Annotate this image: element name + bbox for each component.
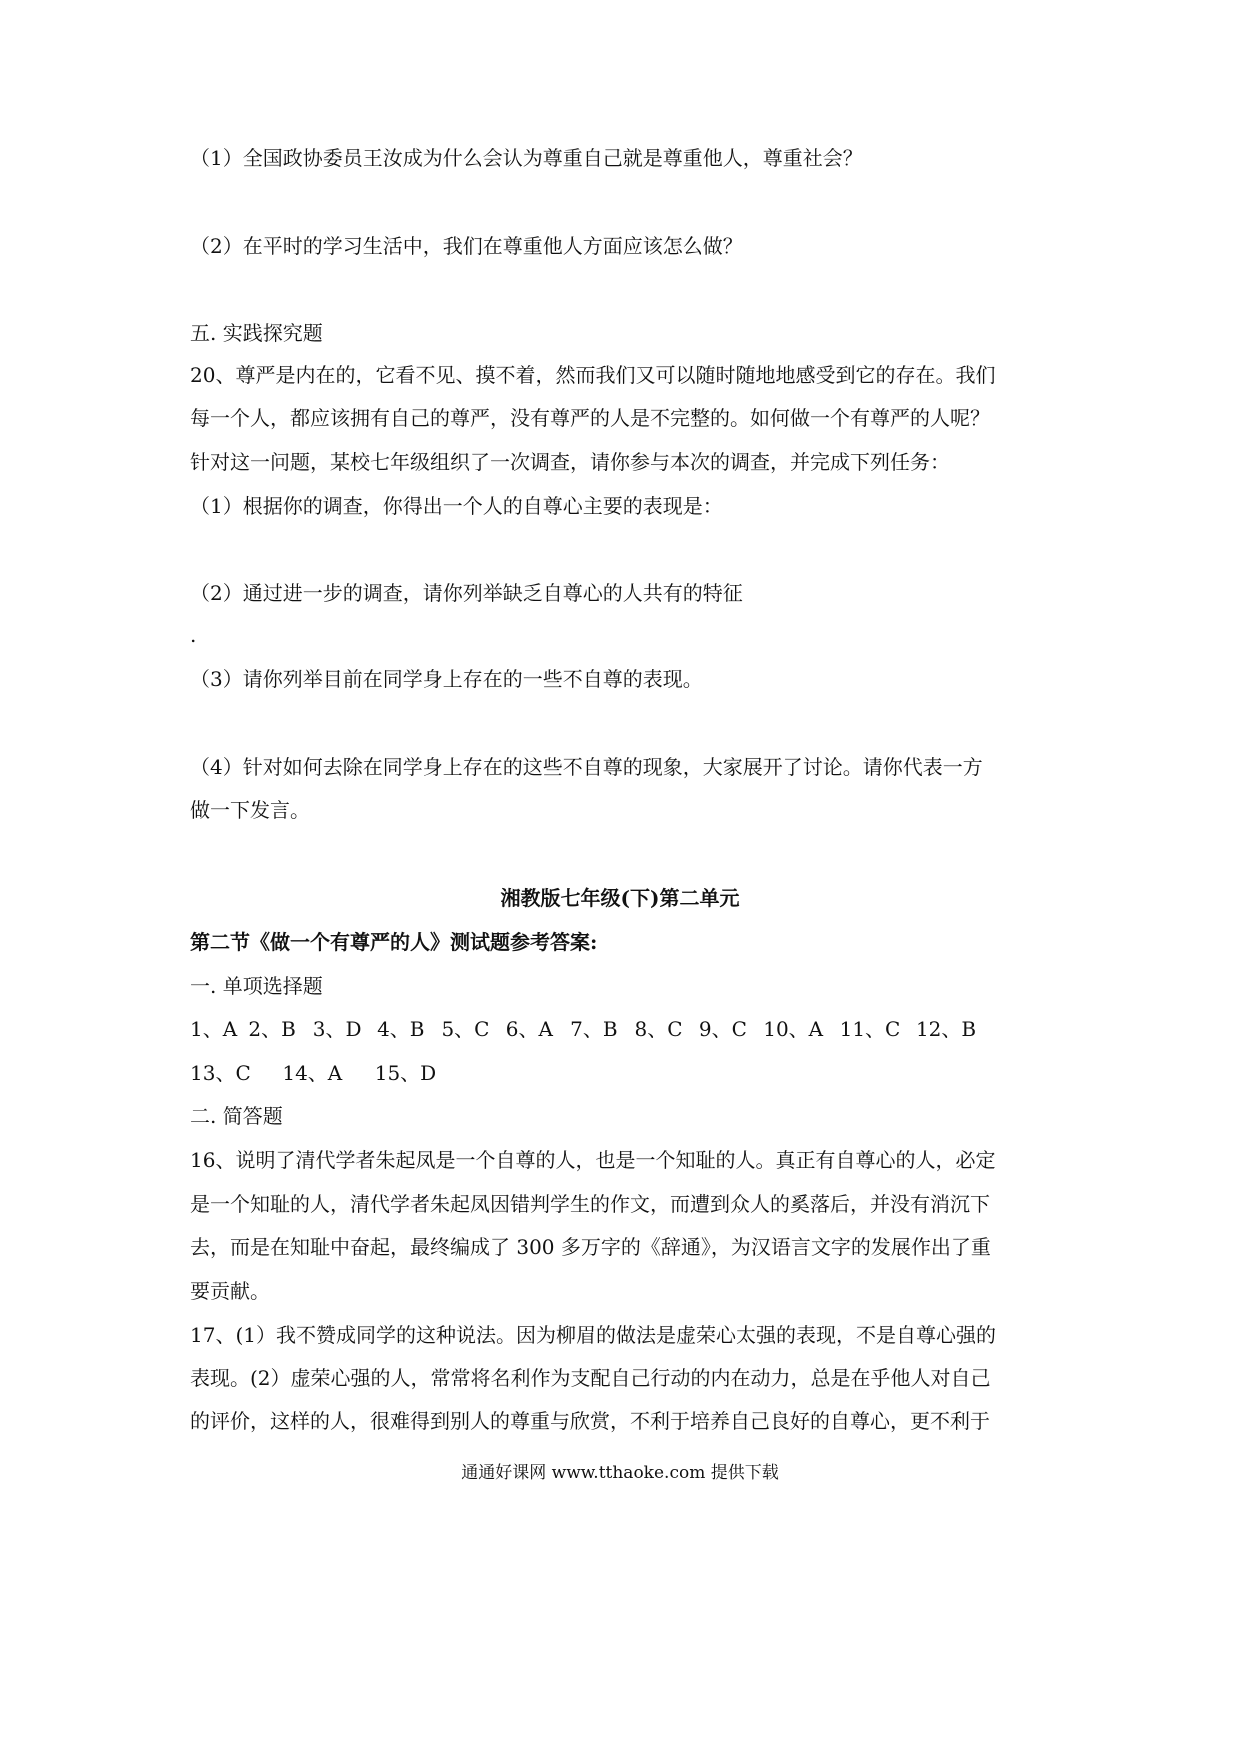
q20-sub1: （1）根据你的调查，你得出一个人的自尊心主要的表现是：: [190, 494, 723, 518]
answer17-line3: 的评价，这样的人，很难得到别人的尊重与欣赏，不利于培养自己良好的自尊心，更不利于: [190, 1409, 990, 1433]
q19-sub1: （1）全国政协委员王汝成为什么会认为尊重自己就是尊重他人，尊重社会？: [190, 146, 863, 170]
mc-answer: 10、A: [763, 1017, 824, 1041]
answer16-line2: 是一个知耻的人，清代学者朱起凤因错判学生的作文，而遭到众人的奚落后，并没有消沉下: [190, 1192, 990, 1216]
section2-heading: 二. 简答题: [190, 1104, 283, 1128]
q20-sub3: （3）请你列举目前在同学身上存在的一些不自尊的表现。: [190, 667, 703, 691]
mc-answer: 12、B: [915, 1017, 977, 1041]
answers-title: 湘教版七年级(下)第二单元: [500, 886, 740, 910]
mc-answer: 13、C: [190, 1061, 251, 1085]
q20-line1: 20、尊严是内在的，它看不见、摸不着，然而我们又可以随时随地地感受到它的存在。我们: [190, 363, 996, 387]
mc-answer: 15、D: [374, 1061, 437, 1085]
q20-line2: 每一个人，都应该拥有自己的尊严，没有尊严的人是不完整的。如何做一个有尊严的人呢？: [190, 406, 990, 430]
answers-subtitle: 第二节《做一个有尊严的人》测试题参考答案:: [190, 930, 598, 954]
answer16-line1: 16、说明了清代学者朱起凤是一个自尊的人，也是一个知耻的人。真正有自尊心的人，必定: [190, 1148, 996, 1172]
mc-answer: 6、A: [505, 1017, 553, 1041]
q20-sub2: （2）通过进一步的调查，请你列举缺乏自尊心的人共有的特征: [190, 581, 743, 605]
mc-answer: 2、B: [248, 1017, 296, 1041]
mc-answers-row2: [190, 1060, 1070, 1086]
section5-heading: 五. 实践探究题: [190, 321, 323, 345]
q19-sub2: （2）在平时的学习生活中，我们在尊重他人方面应该怎么做？: [190, 234, 743, 258]
answer17-line2: 表现。(2）虚荣心强的人，常常将名利作为支配自己行动的内在动力，总是在乎他人对自己: [190, 1366, 991, 1390]
q20-sub4-line2: 做一下发言。: [190, 798, 310, 822]
mc-answer: 14、A: [282, 1061, 343, 1085]
mc-answer: 4、B: [377, 1017, 425, 1041]
q20-sub2-dot: .: [190, 623, 197, 647]
q20-line3: 针对这一问题，某校七年级组织了一次调查，请你参与本次的调查，并完成下列任务：: [190, 450, 950, 474]
mc-answer: 9、C: [698, 1017, 747, 1041]
q20-sub4-line1: （4）针对如何去除在同学身上存在的这些不自尊的现象，大家展开了讨论。请你代表一方: [190, 755, 983, 779]
mc-answer: 1、A: [190, 1017, 238, 1041]
mc-answers-row1: [190, 1016, 1070, 1042]
answer16-line4: 要贡献。: [190, 1279, 270, 1303]
page-footer: 通通好课网 www.tthaoke.com 提供下载: [461, 1463, 779, 1483]
mc-answer: 11、C: [839, 1017, 901, 1041]
mc-answer: 3、D: [312, 1017, 362, 1041]
mc-answer: 7、B: [570, 1017, 618, 1041]
answer17-line1: 17、(1）我不赞成同学的这种说法。因为柳眉的做法是虚荣心太强的表现，不是自尊心强的: [190, 1323, 996, 1347]
mc-answer: 5、C: [441, 1017, 490, 1041]
answer16-line3: 去，而是在知耻中奋起，最终编成了 300 多万字的《辞通》，为汉语言文字的发展作出了重: [190, 1235, 991, 1259]
section1-heading: 一. 单项选择题: [190, 974, 323, 998]
mc-answer: 8、C: [634, 1017, 683, 1041]
